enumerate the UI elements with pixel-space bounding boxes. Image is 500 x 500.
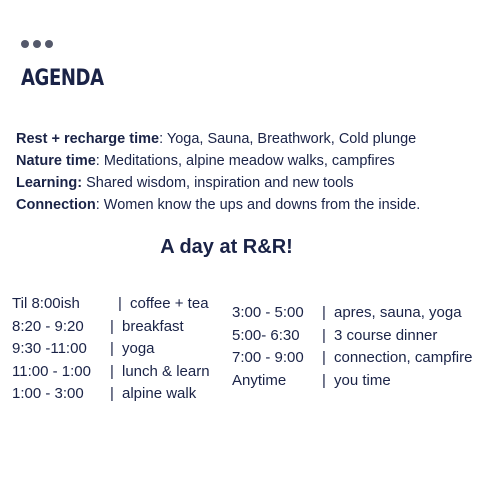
schedule-row (12, 383, 210, 406)
schedule-separator: | (322, 371, 326, 389)
schedule-row (232, 370, 472, 393)
dot (45, 40, 53, 48)
intro-item-rest (16, 128, 491, 150)
section-heading: A day at R&R! (160, 236, 293, 258)
schedule-separator: | (110, 340, 114, 357)
intro-item-connection (16, 194, 491, 216)
schedule-row (12, 293, 210, 316)
schedule-row (12, 338, 210, 361)
ellipsis-dots-icon (21, 40, 53, 48)
schedule-activity: lunch & learn (122, 362, 210, 380)
schedule-activity: yoga (122, 340, 155, 357)
schedule-activity: you time (334, 371, 391, 389)
intro-key: Connection (16, 197, 96, 213)
schedule-activity: coffee + tea (130, 295, 209, 312)
intro-key: Nature time (16, 153, 96, 169)
intro-sep: : (95, 153, 100, 169)
schedule-time: 11:00 - 1:00 (12, 362, 91, 380)
schedule-separator: | (322, 304, 326, 321)
intro-list (16, 128, 491, 216)
schedule-right (232, 302, 472, 392)
intro-key: Learning: (16, 175, 83, 191)
schedule-time: 9:30 -11:00 (12, 340, 87, 357)
intro-text: Women know the ups and downs from the inside. (99, 197, 421, 213)
intro-text: Yoga, Sauna, Breathwork, Cold plunge (163, 131, 417, 147)
schedule-activity: breakfast (122, 317, 184, 335)
dot (33, 40, 41, 48)
intro-text: Meditations, alpine meadow walks, campfires (99, 153, 395, 169)
intro-sep: : (159, 131, 164, 147)
intro-text: Shared wisdom, inspiration and new tools (82, 175, 354, 191)
intro-item-nature (16, 150, 491, 172)
schedule-time: 5:00- 6:30 (232, 326, 300, 344)
schedule-activity: apres, sauna, yoga (334, 304, 462, 321)
schedule-row (12, 361, 210, 384)
schedule-time: 3:00 - 5:00 (232, 304, 304, 321)
schedule-separator: | (110, 385, 114, 402)
schedule-separator: | (110, 362, 114, 380)
schedule-separator: | (118, 295, 122, 312)
schedule-separator: | (322, 326, 326, 344)
schedule-activity: alpine walk (122, 385, 197, 402)
schedule-time: Til 8:00ish (12, 295, 80, 312)
schedule-time: 1:00 - 3:00 (12, 385, 84, 402)
intro-sep: : (95, 197, 100, 213)
schedule-row (232, 302, 472, 325)
intro-key: Rest + recharge time (16, 131, 160, 147)
schedule-row (232, 347, 472, 370)
schedule-separator: | (322, 349, 326, 366)
schedule-row (12, 316, 210, 339)
dot (21, 40, 29, 48)
schedule-row (232, 325, 472, 348)
page-title: AGENDA (21, 66, 104, 91)
schedule-left (12, 293, 210, 406)
schedule-separator: | (110, 317, 114, 335)
schedule-time: 7:00 - 9:00 (232, 349, 304, 366)
schedule-activity: connection, campfire (334, 349, 473, 366)
schedule-activity: 3 course dinner (334, 326, 438, 344)
intro-item-learning (16, 172, 491, 194)
schedule-time: 8:20 - 9:20 (12, 317, 84, 335)
schedule-time: Anytime (232, 371, 287, 389)
